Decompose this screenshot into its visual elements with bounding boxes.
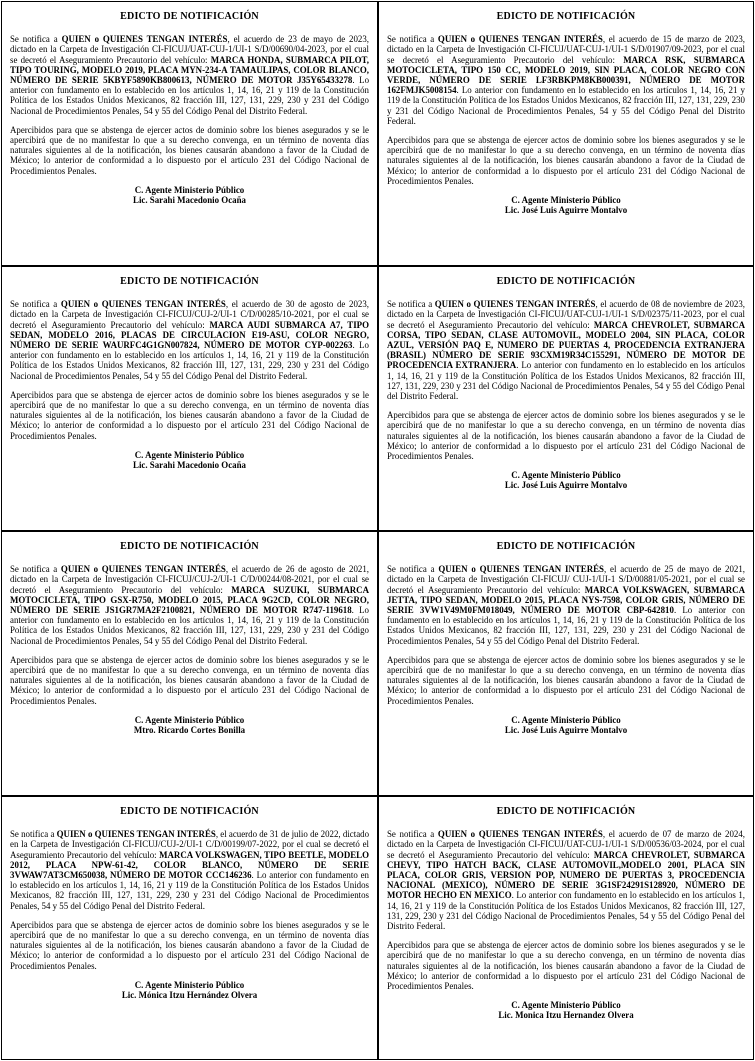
edict-warning: Apercibidos para que se abstenga de ejercer actos de dominio sobre los bienes asegurados y se le apercibirá que de no manifestar lo que a su derecho convenga, en un término de noventa días naturales siguientes al de la notificación, los bienes causarán abandono a favor de la Ciudad de México; lo anterior de conformidad a lo dispuesto por el artículo 231 del Código Nacional de Procedimientos Penales. xyxy=(387,135,745,186)
edict-body xyxy=(10,34,369,116)
edict-notice xyxy=(378,531,754,796)
edict-body xyxy=(387,299,745,401)
signer-role: C. Agente Ministerio Público xyxy=(134,979,245,990)
edict-warning: Apercibidos para que se abstenga de ejercer actos de dominio sobre los bienes asegurados y se le apercibirá que de no manifestar lo que a su derecho convenga, en un término de noventa días naturales siguientes al de la notificación, los bienes causarán abandono a favor de la Ciudad de México; lo anterior de conformidad a lo dispuesto por el artículo 231 del Código Nacional de Procedimientos Penales. xyxy=(10,654,369,706)
edict-body xyxy=(10,299,369,381)
edict-title: EDICTO DE NOTIFICACIÓN xyxy=(120,806,259,817)
vehicle-description: MARCA CHEVROLET, SUBMARCA CORSA, TIPO SEDAN, CLASE AUTOMOVIL, MODELO 2004, SIN PLACA, COLOR AZUL, VERSIÓN PAQ E, NUMERO DE PUERTAS 4, PROCEDENCIA EXTRANJERA (BRASIL) NÚMERO DE SERIE 93CXM19R34C155291, NÚMERO DE MOTOR DE PROCEDENCIA EXTRANJERA xyxy=(387,319,745,371)
body-text: Se notifica a xyxy=(387,299,435,310)
edict-notice xyxy=(1,1,378,266)
body-text: Se notifica a xyxy=(10,564,61,575)
edict-title: EDICTO DE NOTIFICACIÓN xyxy=(120,276,259,287)
addressee: QUIEN o QUIENES TENGAN INTERÉS xyxy=(60,299,226,310)
edict-warning: Apercibidos para que se abstenga de ejercer actos de dominio sobre los bienes asegurados y se le apercibirá que de no manifestar lo que a su derecho convenga, en un término de noventa días naturales siguientes al de la notificación, los bienes causarán abandono a favor de la Ciudad de México; lo anterior de conformidad a lo dispuesto por el artículo 231 del Código Nacional de Procedimientos Penales. xyxy=(387,410,745,462)
signer-role: C. Agente Ministerio Público xyxy=(134,184,245,195)
signer-name: Mtro. Ricardo Cortes Bonilla xyxy=(133,725,246,736)
body-text: Se notifica a xyxy=(387,34,438,45)
legal-basis: . Lo anterior con fundamento en lo establecido en los artículos 1, 14, 16, 21 y 119 de la Constitución Política de los Estados Unidos Mexicanos, 82 fracción III, 127, 131, 229, 230 y 231 del Código Nacional de Procedimientos Penales, 54 y 55 del Código Penal del Distrito Federal. xyxy=(387,605,745,646)
vehicle-description: MARCA HONDA, SUBMARCA PILOT, TIPO TOURING, MODELO 2019, PLACA MYN-234-A TAMAULIPAS, COLOR BLANCO, NÚMERO DE SERIE 5KBYF5890KB800613, NÚMERO DE MOTOR J35Y65433278 xyxy=(10,54,369,86)
addressee: QUIEN o QUIENES TENGAN INTERÉS xyxy=(434,299,596,310)
vehicle-description: MARCA VOLKSWAGEN, SUBMARCA JETTA, TIPO SEDAN, MODELO 2015, PLACA NYS-7598, COLOR GRIS, NÚMERO DE SERIE 3VW1V49M0FM018049, NÚMERO DE MOTOR CBP-642810 xyxy=(387,584,745,616)
vehicle-description: MARCA CHEVROLET, SUBMARCA CHEVY, TIPO HATCH BACK, CLASE AUTOMOVIL,MODELO 2001, PLACA SIN PLACA, COLOR GRIS, VERSION POP, NUMERO DE PUERTAS 3, PROCEDENCIA NACIONAL (MEXICO), NÚMERO DE SERIE 3G1SF24291S128920, NÚMERO DE MOTOR HECHO EN MEXICO xyxy=(387,849,745,901)
body-text: Se notifica a xyxy=(387,564,439,575)
vehicle-description: MARCA VOLKSWAGEN, TIPO BEETLE, MODELO 2012, PLACA NPW-61-42, COLOR BLANCO, NÚMERO DE SERIE 3VWAW7AT3CM650038, NÚMERO DE MOTOR CCC146236 xyxy=(10,849,369,881)
signer-name: Lic. José Luis Aguirre Montalvo xyxy=(504,725,628,736)
edict-warning: Apercibidos para que se abstenga de ejercer actos de dominio sobre los bienes asegurados y se le apercibirá que de no manifestar lo que a su derecho convenga, en un término de noventa días naturales siguientes al de la notificación, los bienes causarán abandono a favor de la Ciudad de México; lo anterior de conformidad a lo dispuesto por el artículo 231 del Código Nacional de Procedimientos Penales. xyxy=(10,919,369,971)
edict-body xyxy=(387,829,745,931)
edict-warning: Apercibidos para que se abstenga de ejercer actos de dominio sobre los bienes asegurados y se le apercibirá que de no manifestar lo que a su derecho convenga, en un término de noventa días naturales siguientes al de la notificación, los bienes causarán abandono a favor de la Ciudad de México; lo anterior de conformidad a lo dispuesto por el artículo 231 del Código Nacional de Procedimientos Penales. xyxy=(10,389,369,441)
legal-basis: . Lo anterior con fundamento en lo establecido en los artículos 1, 14, 16, 21 y 119 de la Constitución Política de los Estados Unidos Mexicanos, 82 fracción III, 127, 131, 229, 230 y 231 del Código Nacional de Procedimientos Penales, 54 y 55 del Código Penal del Distrito Federal. xyxy=(10,870,369,911)
signature-block xyxy=(10,185,369,205)
addressee: QUIEN o QUIENES TENGAN INTERÉS xyxy=(438,564,604,575)
body-text: , el acuerdo de 23 de mayo de 2023, dictado en la Carpeta de Investigación CI-FICUJ/UAT-CUJ-1/UI-1 S/D/00690/04-2023, por el cual se decretó el Aseguramiento Precautorio del vehículo: xyxy=(10,34,370,65)
body-text: , el acuerdo de 15 de marzo de 2023, dictado en la Carpeta de Investigación CI-FICUJ/UAT-CUJ-1/UI-1 S/D/01907/09-2023, por el cual se decretó el Aseguramiento Precautorio del vehículo: xyxy=(387,34,746,65)
signer-role: C. Agente Ministerio Público xyxy=(511,195,621,206)
edict-body xyxy=(387,34,745,126)
edict-warning: Apercibidos para que se abstenga de ejercer actos de dominio sobre los bienes asegurados y se le apercibirá que de no manifestar lo que a su derecho convenga, en un término de noventa días naturales siguientes al de la notificación, los bienes causarán abandono a favor de la Ciudad de México; lo anterior de conformidad a lo dispuesto por el artículo 231 del Código Nacional de Procedimientos Penales. xyxy=(387,654,745,706)
signer-role: C. Agente Ministerio Público xyxy=(511,714,621,725)
signer-role: C. Agente Ministerio Público xyxy=(511,1000,621,1011)
signer-name: Lic. Mónica Itzu Hernández Olvera xyxy=(121,990,258,1001)
signature-block xyxy=(10,715,369,735)
signer-name: Lic. Sarahi Macedonio Ocaña xyxy=(133,195,246,206)
addressee: QUIEN o QUIENES TENGAN INTERÉS xyxy=(61,34,228,45)
edict-warning: Apercibidos para que se abstenga de ejercer actos de dominio sobre los bienes asegurados y se le apercibirá que de no manifestar lo que a su derecho convenga, en un término de noventa días naturales siguientes al de la notificación, los bienes causarán abandono a favor de la Ciudad de México; lo anterior de conformidad a lo dispuesto por el artículo 231 del Código Nacional de Procedimientos Penales. xyxy=(387,940,745,992)
edict-title: EDICTO DE NOTIFICACIÓN xyxy=(120,541,259,552)
edict-notice xyxy=(1,531,378,796)
body-text: , el acuerdo de 31 de julio de 2022, dictado en la Carpeta de Investigación CI-FICUJ/CUJ-2/UI-1 C/D/00199/07-2022, por el cual se decretó el Aseguramiento Precautorio del vehículo: xyxy=(10,829,370,860)
signer-name: Lic. José Luis Aguirre Montalvo xyxy=(504,205,628,216)
signature-block xyxy=(10,450,369,470)
vehicle-description: MARCA AUDI SUBMARCA A7, TIPO SEDAN, MODELO 2016, PLACAS DE CIRCULACION E19-ASU, COLOR NEGRO, NÚMERO DE SERIE WAURFC4G1GN007824, NÚMERO DE MOTOR CYP-002263 xyxy=(10,319,369,351)
body-text: Se notifica a xyxy=(10,299,61,310)
signer-name: Lic. José Luis Aguirre Montalvo xyxy=(504,480,628,491)
body-text: , el acuerdo de 25 de mayo de 2021, dictado en la Carpeta de Investigación CI-FICUJ/ CUJ-1/UI-1 S/D/00881/05-2021, por el cual se decretó el Aseguramiento Precautorio del vehículo: xyxy=(387,564,746,595)
legal-basis: . Lo anterior con fundamento en lo establecido en los artículos 1, 14, 16, 21 y 119 de la Constitución Política de los Estados Unidos Mexicanos, 82 fracción III, 127, 131, 229, 230 y 231 del Código Nacional de Procedimientos Penales, 54 y 55 del Código Penal del Distrito Federal. xyxy=(10,75,370,116)
body-text: Se notifica a xyxy=(387,829,438,840)
edict-notice xyxy=(378,1,754,266)
body-text: Se notifica a xyxy=(10,829,57,840)
body-text: , el acuerdo de 07 de marzo de 2024, dictado en la Carpeta de Investigación CI-FICUJ/UAT-CUJ-1/UI-1 S/D/00536/03-2024, por el cual se decretó el Aseguramiento Precautorio del vehículo: xyxy=(387,829,746,860)
edict-notice xyxy=(1,796,378,1060)
legal-basis: . Lo anterior con fundamento en lo establecido en los artículos 1, 14, 16, 21 y 119 de la Constitución Política de los Estados Unidos Mexicanos, 82 fracción III, 127, 131, 229, 230 y 231 del Código Nacional de Procedimientos Penales, 54 y 55 del Código Penal del Distrito Federal. xyxy=(387,85,745,126)
signer-role: C. Agente Ministerio Público xyxy=(134,714,245,725)
signature-block xyxy=(387,715,745,735)
legal-basis: . Lo anterior con fundamento en lo establecido en los artículos 1, 14, 16, 21 y 119 de la Constitución Política de los Estados Unidos Mexicanos, 82 fracción III, 127, 131, 229, 230 y 231 del Código Nacional de Procedimientos Penales, 54 y 55 del Código Penal del Distrito Federal. xyxy=(10,340,369,381)
legal-basis: . Lo anterior con fundamento en lo establecido en los artículos 1, 14, 16, 21 y 119 de la Constitución Política de los Estados Unidos Mexicanos, 82 fracción III, 127, 131, 229, 230 y 231 del Código Nacional de Procedimientos Penales, 54 y 55 del Código Penal del Distrito Federal. xyxy=(387,360,746,402)
edict-title: EDICTO DE NOTIFICACIÓN xyxy=(496,806,636,817)
signature-block xyxy=(10,980,369,1000)
addressee: QUIEN o QUIENES TENGAN INTERÉS xyxy=(56,829,216,840)
signer-name: Lic. Sarahi Macedonio Ocaña xyxy=(133,460,246,471)
vehicle-description: MARCA SUZUKI, SUBMARCA MOTOCICLETA, TIPO GSX-R750, MODELO 2015, PLACA 9G2CD, COLOR NEGRO, NÚMERO DE SERIE JS1GR7MA2F2100821, NÚMERO DE MOTOR R747-119618 xyxy=(10,584,369,616)
signature-block xyxy=(387,1000,745,1020)
legal-basis: . Lo anterior con fundamento en lo establecido en los artículos 1, 14, 16, 21 y 119 de la Constitución Política de los Estados Unidos Mexicanos, 82 fracción III, 127, 131, 229, 230 y 231 del Código Nacional de Procedimientos Penales, 54 y 55 del Código Penal del Distrito Federal. xyxy=(10,605,369,646)
body-text: , el acuerdo de 30 de agosto de 2023, dictado en la Carpeta de Investigación CI-FICUJ/CUJ-2/UI-1 C/D/00285/10-2021, por el cual se decretó el Aseguramiento Precautorio del vehículo: xyxy=(10,299,370,330)
edict-title: EDICTO DE NOTIFICACIÓN xyxy=(496,541,636,552)
vehicle-description: MARCA RSK, SUBMARCA MOTOCICLETA, TIPO 150 CC, MODELO 2019, SIN PLACA, COLOR NEGRO CON VERDE, NÚMERO DE SERIE LF3RBKPM8KB000391, NÚMERO DE MOTOR 162FMJK5008154 xyxy=(387,54,745,96)
edict-title: EDICTO DE NOTIFICACIÓN xyxy=(120,11,259,22)
edict-body xyxy=(387,564,745,646)
signature-block xyxy=(387,470,745,490)
edict-notice xyxy=(378,266,754,531)
edict-notice xyxy=(378,796,754,1060)
edict-notice xyxy=(1,266,378,531)
edict-body xyxy=(10,564,369,646)
body-text: Se notifica a xyxy=(10,34,62,45)
signature-block xyxy=(387,195,745,215)
addressee: QUIEN o QUIENES TENGAN INTERÉS xyxy=(437,34,603,45)
edict-title: EDICTO DE NOTIFICACIÓN xyxy=(496,276,636,287)
edict-title: EDICTO DE NOTIFICACIÓN xyxy=(496,11,636,22)
legal-basis: . Lo anterior con fundamento en lo establecido en los artículos 1, 14, 16, 21 y 119 de la Constitución Política de los Estados Unidos Mexicanos, 82 fracción III, 127, 131, 229, 230 y 231 del Código Nacional de Procedimientos Penales, 54 y 55 del Código Penal del Distrito Federal. xyxy=(387,890,745,932)
body-text: , el acuerdo de 08 de noviembre de 2023, dictado en la Carpeta de Investigación CI-FICUJ/UAT-CUJ-1/UI-1 S/D/02375/11-2023, por el cual se decretó el Aseguramiento Precautorio del vehículo: xyxy=(387,299,746,330)
signer-name: Lic. Monica Itzu Hernandez Olvera xyxy=(498,1010,634,1021)
signer-role: C. Agente Ministerio Público xyxy=(134,449,245,460)
body-text: , el acuerdo de 26 de agosto de 2021, dictado en la Carpeta de Investigación CI-FICUJ/CUJ-2/UI-1 C/D/00244/08-2021, por el cual se decretó el Aseguramiento Precautorio del vehículo: xyxy=(10,564,370,595)
signer-role: C. Agente Ministerio Público xyxy=(511,470,621,481)
edict-warning: Apercibidos para que se abstenga de ejercer actos de dominio sobre los bienes asegurados y se le apercibirá que de no manifestar lo que a su derecho convenga, en un término de noventa días naturales siguientes al de la notificación, los bienes causarán abandono a favor de la Ciudad de México; lo anterior de conformidad a lo dispuesto por el artículo 231 del Código Nacional de Procedimientos Penales. xyxy=(10,124,369,176)
edict-body xyxy=(10,829,369,911)
addressee: QUIEN o QUIENES TENGAN INTERÉS xyxy=(437,829,603,840)
addressee: QUIEN o QUIENES TENGAN INTERÉS xyxy=(60,564,226,575)
